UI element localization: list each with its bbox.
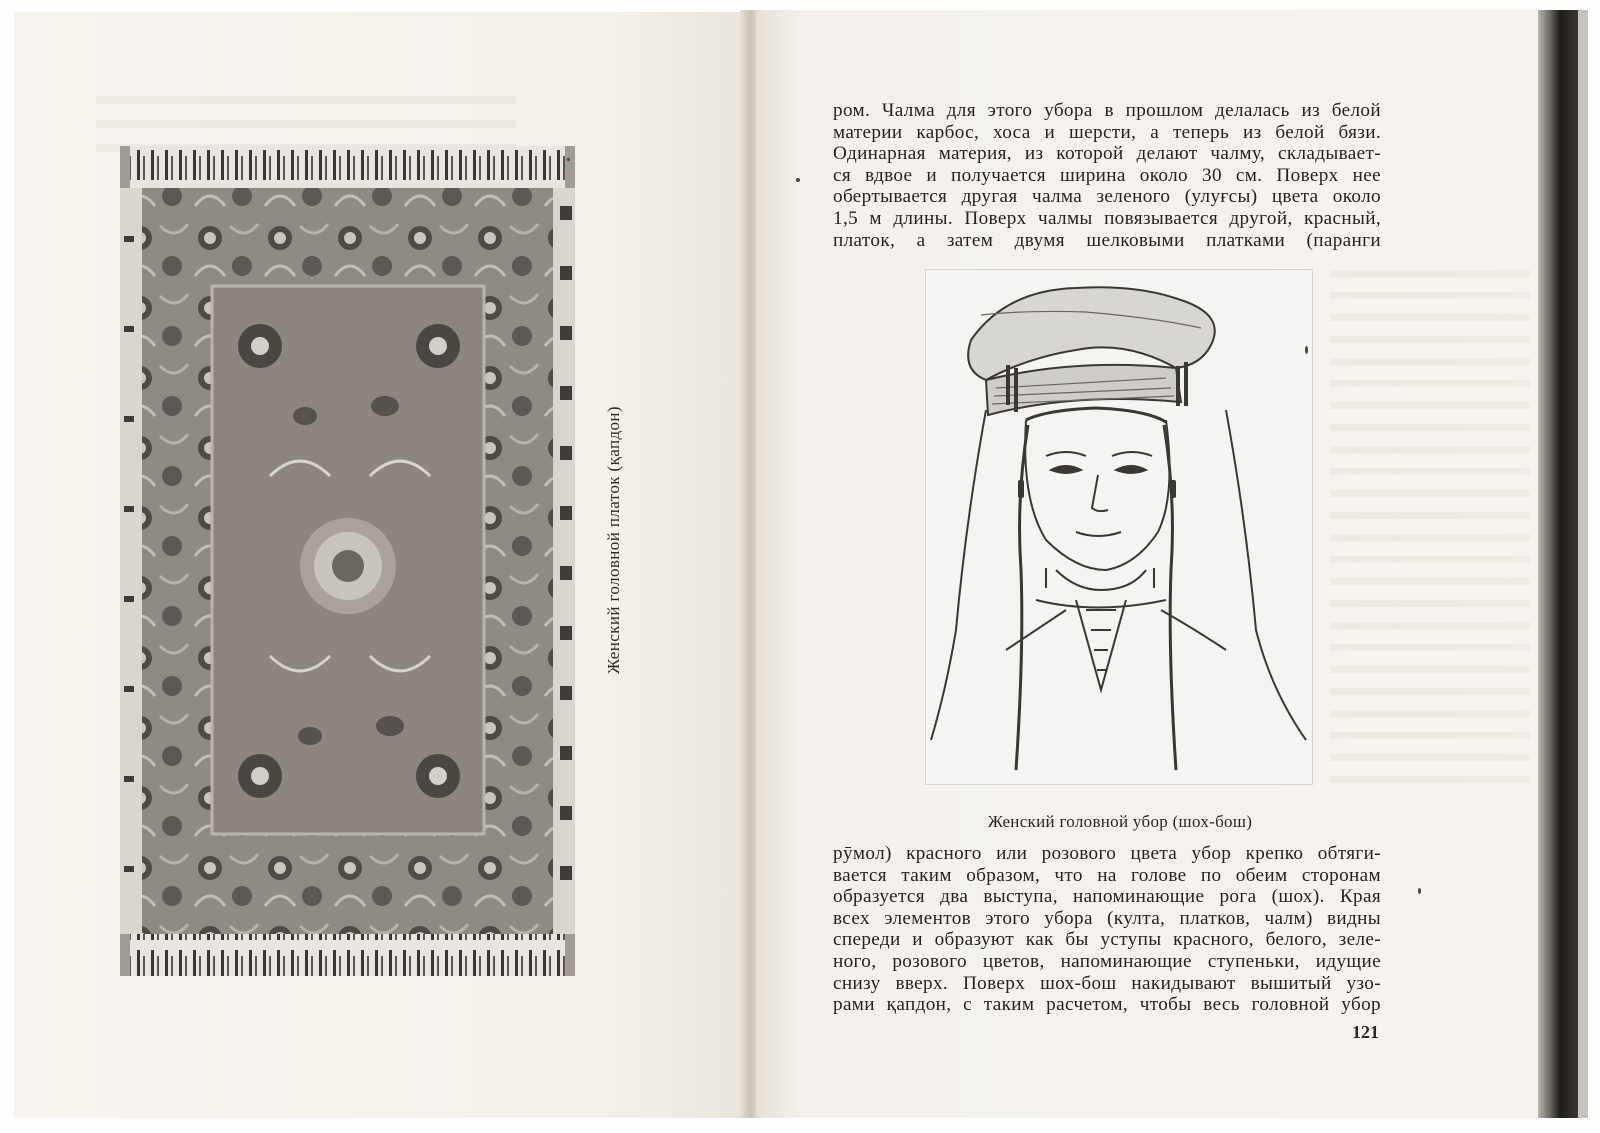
text-line: рӯмол) красного или розового цвета убор крепко обтяги- [833, 843, 1381, 864]
scanner-edge-strip [1578, 10, 1588, 1118]
text-line: рами қапдон, с таким расчетом, чтобы весь головной убор [833, 994, 1381, 1016]
text-line: вается таким образом, что на голове по обеим сторонам [833, 864, 1381, 886]
text-line: ся вдвое и получается ширина около 30 см. Поверх нее [833, 164, 1381, 186]
text-line: всех элементов этого убора (култа, платков, чалм) видны [833, 907, 1381, 929]
scan-speck [796, 178, 800, 182]
show-through-right [1330, 270, 1530, 790]
bottom-paragraph [833, 843, 1381, 1016]
text-line: материи карбос, хоса и шерсти, а теперь из белой бязи. [833, 121, 1381, 143]
text-line: платок, а затем двумя шелковыми платками (паранги [833, 229, 1381, 251]
portrait-drawing [926, 270, 1313, 785]
text-line: ного, розового цветов, напоминающие ступеньки, идущие [833, 950, 1381, 972]
scan-speck [567, 158, 570, 161]
kapdon-photo-image [120, 146, 575, 976]
text-line: образуется два выступа, напоминающие рога (шох). Края [833, 886, 1381, 908]
scanner-edge [1538, 10, 1578, 1118]
text-line: снизу вверх. Поверх шох-бош накидывают вышитый узо- [833, 972, 1381, 994]
kapdon-photo [120, 146, 575, 976]
text-line: 1,5 м длины. Поверх чалмы повязывается другой, красный, [833, 207, 1381, 229]
top-paragraph [833, 100, 1381, 251]
page-number: 121 [1352, 1022, 1379, 1042]
shokh-bosh-portrait [925, 269, 1313, 785]
text-line: обертывается другая чалма зеленого (улуғсы) цвета около [833, 186, 1381, 208]
text-line: Одинарная материя, из которой делают чалму, складывает- [833, 143, 1381, 165]
kapdon-caption: Женский головной платок (қапдон) [604, 406, 623, 674]
portrait-caption: Женский головной убор (шох-бош) [987, 812, 1253, 831]
scan-speck [1305, 346, 1308, 354]
text-line: ром. Чалма для этого убора в прошлом делалась из белой [833, 100, 1381, 121]
scan-speck [1418, 888, 1421, 894]
text-line: спереди и образуют как бы уступы красного, белого, зеле- [833, 929, 1381, 951]
